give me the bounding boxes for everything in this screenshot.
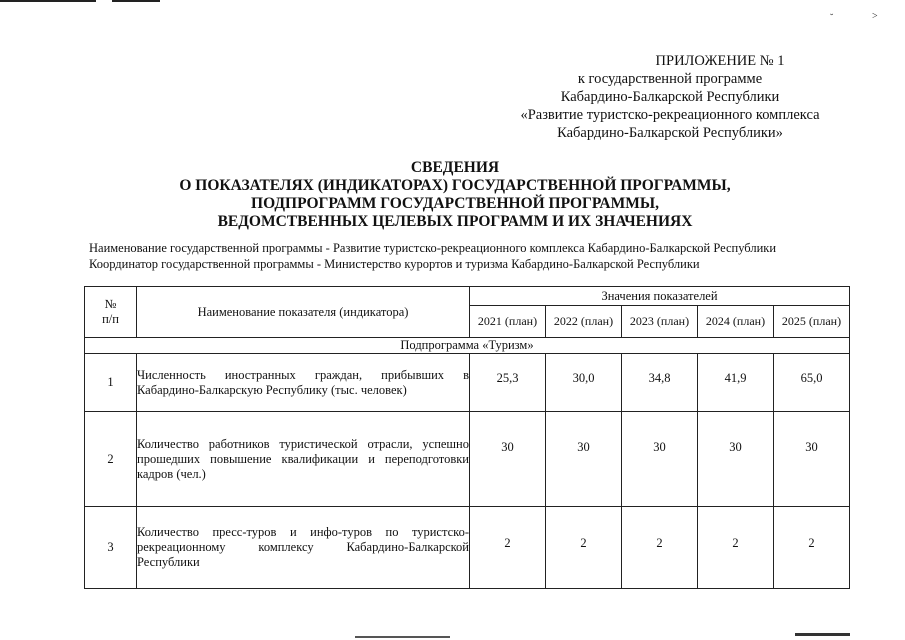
title-line: СВЕДЕНИЯ [410, 159, 500, 176]
indicator-value: 2 [698, 507, 774, 589]
indicator-value: 41,9 [698, 354, 774, 412]
indicator-value: 30 [774, 412, 850, 507]
header-year: 2025 (план) [774, 306, 850, 338]
header-year: 2022 (план) [546, 306, 622, 338]
header-year: 2023 (план) [622, 306, 698, 338]
header-no [85, 287, 137, 338]
header-values-group: Значения показателей [470, 287, 850, 306]
title-line: ПОДПРОГРАММ ГОСУДАРСТВЕННОЙ ПРОГРАММЫ, [251, 195, 659, 212]
document-title [80, 159, 830, 231]
annex-line: «Развитие туристско-рекреационного комплекса [520, 107, 820, 123]
indicator-value: 30 [622, 412, 698, 507]
indicator-value: 2 [774, 507, 850, 589]
scan-speck: ˃ [872, 11, 878, 22]
scan-mark [112, 0, 160, 2]
scan-mark [0, 0, 96, 2]
table-row [85, 507, 850, 589]
indicator-value: 25,3 [470, 354, 546, 412]
indicator-value: 65,0 [774, 354, 850, 412]
indicator-value: 34,8 [622, 354, 698, 412]
indicator-value: 2 [546, 507, 622, 589]
title-line: ВЕДОМСТВЕННЫХ ЦЕЛЕВЫХ ПРОГРАММ И ИХ ЗНАЧЕНИЯХ [217, 213, 693, 230]
row-number: 2 [85, 412, 137, 507]
table-row [85, 412, 850, 507]
annex-line: к государственной программе [577, 71, 763, 87]
annex-block [500, 52, 840, 142]
indicator-value: 2 [622, 507, 698, 589]
subprogram-title: Подпрограмма «Туризм» [85, 338, 850, 354]
annex-line: Кабардино-Балкарской Республики [560, 89, 780, 105]
indicator-value: 2 [470, 507, 546, 589]
indicator-name: Количество пресс-туров и инфо-туров по туристско-рекреационному комплексу Кабардино-Балкарской Республики [137, 507, 470, 589]
header-year: 2024 (план) [698, 306, 774, 338]
indicator-value: 30 [698, 412, 774, 507]
table-row [85, 354, 850, 412]
program-meta [89, 241, 849, 272]
table-header-row [85, 287, 850, 306]
header-year: 2021 (план) [470, 306, 546, 338]
row-number: 1 [85, 354, 137, 412]
annex-heading: ПРИЛОЖЕНИЕ № 1 [655, 53, 785, 69]
scan-mark [795, 633, 850, 636]
indicator-value: 30 [470, 412, 546, 507]
row-number: 3 [85, 507, 137, 589]
scan-mark [355, 636, 450, 638]
header-name: Наименование показателя (индикатора) [137, 287, 470, 338]
program-name: Наименование государственной программы - Развитие туристско-рекреационного комплекса Кабардино-Балкарской Республики [89, 241, 777, 255]
title-line: О ПОКАЗАТЕЛЯХ (ИНДИКАТОРАХ) ГОСУДАРСТВЕННОЙ ПРОГРАММЫ, [179, 177, 731, 194]
indicator-value: 30 [546, 412, 622, 507]
annex-line: Кабардино-Балкарской Республики» [557, 125, 783, 141]
indicator-name: Численность иностранных граждан, прибывших в Кабардино-Балкарскую Республику (тыс. человек) [137, 354, 470, 412]
program-coordinator: Координатор государственной программы - Министерство курортов и туризма Кабардино-Балкарской Республики [89, 256, 700, 271]
scan-speck: ˘ [830, 13, 834, 24]
subprogram-row [85, 338, 850, 354]
indicator-value: 30,0 [546, 354, 622, 412]
indicators-table [84, 286, 850, 589]
indicator-name: Количество работников туристической отрасли, успешно прошедших повышение квалификации и переподготовки кадров (чел.) [137, 412, 470, 507]
header-no-label: № п/п [102, 297, 119, 326]
